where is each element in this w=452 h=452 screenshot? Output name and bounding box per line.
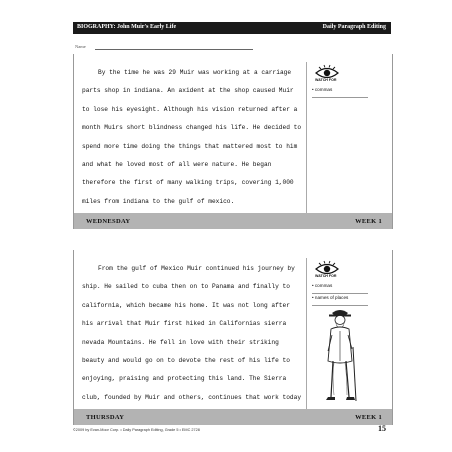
- tip-item: • commas: [312, 87, 333, 92]
- page-number: 15: [378, 424, 386, 433]
- column-divider: [306, 62, 307, 213]
- header-series: Daily Paragraph Editing: [322, 24, 386, 30]
- tip-rule: [312, 293, 368, 294]
- watch-for-label: WATCH FOR: [315, 78, 337, 82]
- john-muir-figure: [318, 305, 362, 405]
- day-label: WEDNESDAY: [86, 218, 131, 225]
- tip-item: • names of places: [312, 295, 349, 300]
- tip-item: • commas: [312, 283, 333, 288]
- eye-icon: [312, 258, 342, 284]
- eye-icon: [312, 62, 342, 88]
- footer-copyright: ©2009 by Evan-Moor Corp. • Daily Paragraph Editing, Grade 5 • EMC 2728: [73, 428, 200, 432]
- section-thursday: [73, 250, 393, 425]
- week-label: WEEK 1: [355, 414, 382, 421]
- column-divider: [306, 258, 307, 409]
- day-bar: [74, 409, 392, 425]
- name-line: [95, 49, 253, 50]
- day-label: THURSDAY: [86, 414, 125, 421]
- paragraph-1: [82, 64, 302, 211]
- header-title: BIOGRAPHY: John Muir's Early Life: [77, 24, 177, 30]
- paragraph-1-text: By the time he was 29 Muir was working at a carriage parts shop in indiana. An axident at the shop caused Muir to lose his eyesight. Although his vision returned after a month Muirs short blindness changed his life. He decided to spend more time doing the things that mattered most to him and what he loved most of all were nature. He began therefore the first of many walking trips, covering 1,000 miles from indiana to the gulf of mexico.: [82, 69, 302, 205]
- tips-list-2: [312, 283, 348, 307]
- header-bar: [73, 22, 391, 34]
- section-wednesday: [73, 54, 393, 229]
- paragraph-2: [82, 260, 302, 407]
- name-label: Name: [75, 44, 86, 49]
- paragraph-2-text: From the gulf of Mexico Muir continued his journey by ship. He sailed to cuba then on to Panama and finally to california, which became his home. It was not long after his arrival that Muir first hiked in Californias sierra nevada Mountains. He fell in love with their striking beauty and would go on to devote the rest of his life to enjoying, praising and protecting this land. The Sierra club, founded by Muir and others, continues that work today: [82, 265, 302, 401]
- watch-for-label: WATCH FOR: [315, 274, 337, 278]
- day-bar: [74, 213, 392, 229]
- tip-rule: [312, 97, 368, 98]
- week-label: WEEK 1: [355, 218, 382, 225]
